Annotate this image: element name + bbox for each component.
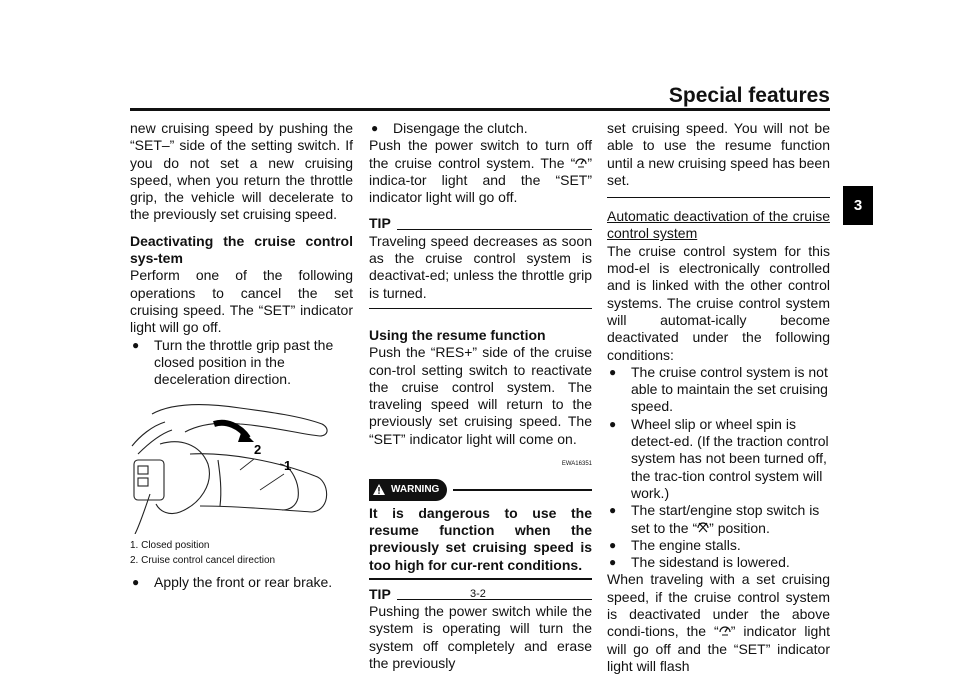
section-heading: Using the resume function <box>369 326 546 343</box>
paragraph: Push the power switch to turn off the cruise control system. The “ ” indica-tor light and the “SET” indicator light will go off. <box>369 137 592 206</box>
warning-text: It is dangerous to use the resume function when the previously set cruising speed is too high for cur-rent conditions. <box>369 504 592 573</box>
column-3 <box>607 120 830 675</box>
bullet-icon: ● <box>371 121 379 135</box>
warning-code: EWA16351 <box>561 461 592 468</box>
bullet-icon: ● <box>609 555 617 570</box>
tip-header: TIP <box>369 215 592 232</box>
paragraph: When traveling with a set cruising speed, if the cruise control system is deactivated under the above condi-tions, the “ ” indicator light will go off and the “SET” indicator light will flash <box>607 571 831 674</box>
paragraph: Push the “RES+” side of the cruise con-trol setting switch to reactivate the cruise control system. The traveling speed will return to the previously set cruising speed. The “SET” indicator light will come on. <box>369 344 592 447</box>
figure-label-2: 2 <box>254 442 262 458</box>
paragraph: set cruising speed. You will not be able to use the resume function until a new cruising speed has been set. <box>607 120 830 188</box>
column-1 <box>130 120 353 592</box>
paragraph: The cruise control system for this mod-el is electronically controlled and is linked with the other control systems. The cruise control system will automat-ically become deactivated under the following conditions: <box>607 242 830 363</box>
throttle-grip-illustration <box>130 394 340 534</box>
paragraph: new cruising speed by pushing the “SET–” side of the setting switch. If you do not set a new cruising speed, when you return the throttle grip, the vehicle will decelerate to the previously set cruising speed. <box>130 120 353 223</box>
bullet-icon: ● <box>609 416 617 431</box>
bullet-icon: ● <box>609 537 617 552</box>
page-title: Special features <box>668 84 830 107</box>
bullet-item: ● The sidestand is lowered. <box>609 554 790 571</box>
bullet-item: ● The engine stalls. <box>609 536 741 553</box>
figure-caption: 2. Cruise control cancel direction <box>130 555 276 567</box>
tip-header: TIP <box>369 586 592 603</box>
bullet-item: ● Apply the front or rear brake. <box>132 574 333 591</box>
chapter-tab: 3 <box>843 186 873 225</box>
subheading: Automatic deactivation of the cruise control system <box>607 208 830 242</box>
tip-end-rule <box>369 308 592 309</box>
warning-end-rule <box>369 578 592 580</box>
page-number: 3-2 <box>470 588 486 600</box>
warning-header <box>369 479 592 500</box>
bullet-icon: ● <box>609 364 617 379</box>
tip-text: Pushing the power switch while the system is operating will turn the system off completely and erase the previously <box>369 603 592 672</box>
bullet-item: ● The cruise control system is not able to maintain the set cruising speed. <box>609 363 828 415</box>
engine-stop-icon <box>697 522 709 533</box>
bullet-icon: ● <box>609 503 617 518</box>
bullet-item: ● Turn the throttle grip past the closed position in the deceleration direction. <box>132 336 334 388</box>
bullet-item: ● Wheel slip or wheel spin is detect-ed. (If the traction control system has not been turned off, the trac-tion control system will work.) <box>609 415 829 501</box>
warning-badge: WARNING <box>369 479 447 500</box>
warning-triangle-icon <box>373 484 385 495</box>
header-rule <box>130 108 830 111</box>
figure-caption: 1. Closed position <box>130 540 210 552</box>
cruise-control-icon <box>575 156 587 168</box>
bullet-icon: ● <box>132 575 140 590</box>
handlebar-drawing <box>130 394 340 534</box>
bullet-item: ● The start/engine stop switch is set to the “ ” position. <box>609 502 820 536</box>
section-rule <box>607 197 830 198</box>
tip-text: Traveling speed decreases as soon as the cruise control system is deactivat-ed; unless the throttle grip is turned. <box>369 232 592 301</box>
cruise-control-icon <box>719 624 731 636</box>
bullet-item: ● Disengage the clutch. <box>371 120 528 136</box>
paragraph: Perform one of the following operations to cancel the set cruising speed. The “SET” indicator light will go off. <box>130 267 353 336</box>
figure-label-1: 1 <box>284 458 292 474</box>
section-heading: Deactivating the cruise control sys-tem <box>130 232 353 267</box>
bullet-icon: ● <box>132 337 140 352</box>
